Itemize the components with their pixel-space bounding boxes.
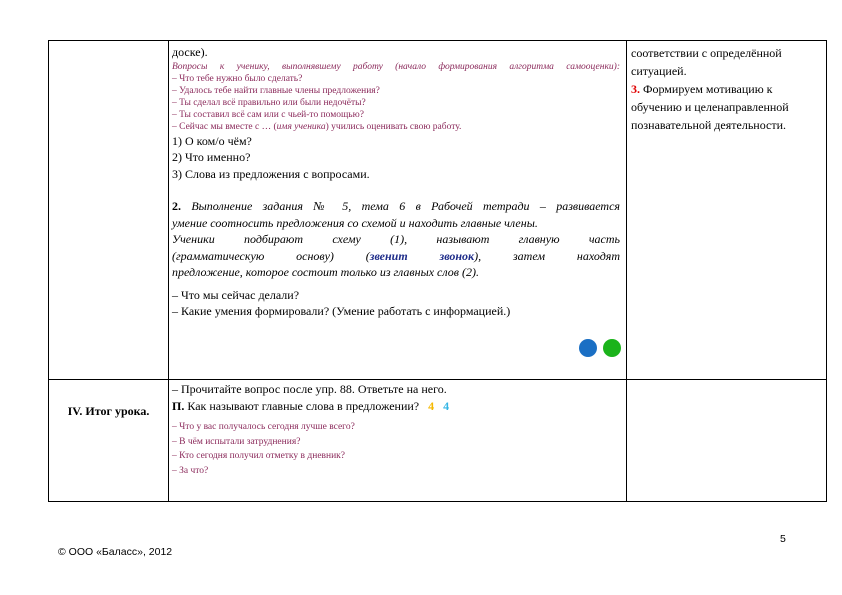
question-item: – Ты составил всё сам или с чьей-то помощью? xyxy=(172,109,364,120)
instruction-line: П. Как называют главные слова в предложении? 4 4 xyxy=(172,398,450,413)
column-divider xyxy=(168,41,169,501)
final-questions xyxy=(172,287,620,320)
copyright-footer: © ООО «Баласс», 2012 xyxy=(58,546,173,558)
page-number: 5 xyxy=(780,533,786,545)
reflection-question: – В чём испытали затруднения? xyxy=(172,436,301,447)
answer-item: 1) О ком/о чём? xyxy=(172,133,252,148)
outcome-line: познавательной деятельности. xyxy=(631,118,787,132)
task-line: умение соотносить предложения со схемой и находить главные члены. xyxy=(172,215,538,230)
task-line: 2. Выполнение задания № 5, тема 6 в Рабочей тетради – развивается xyxy=(172,199,620,213)
answer-item: 2) Что именно? xyxy=(172,150,251,164)
question-item: – Что тебе нужно было сделать? xyxy=(172,73,303,84)
final-question: – Какие умения формировали? (Умение работать с информацией.) xyxy=(172,304,511,318)
instruction-line: – Прочитайте вопрос после упр. 88. Ответьте на него. xyxy=(172,382,447,396)
stage-title: IV. Итог урока. xyxy=(67,403,150,418)
row1-activity-cell xyxy=(172,44,620,320)
outcome-line: соответствии с определённой xyxy=(631,46,782,60)
question-item: – Ты сделал всё правильно или были недочёты? xyxy=(172,97,366,108)
mark-yellow: 4 xyxy=(428,398,435,413)
green-circle-icon xyxy=(603,339,621,357)
questions-intro: Вопросы к ученику, выполнявшему работу (начало формирования алгоритма самооценки): xyxy=(172,61,620,72)
reflection-questions xyxy=(172,420,620,478)
final-question: – Что мы сейчас делали? xyxy=(172,287,300,302)
task-line: Ученики подбирают схему (1), называют главную часть xyxy=(172,232,620,246)
reflection-question: – Кто сегодня получил отметку в дневник? xyxy=(172,451,346,461)
continuation-text: доске). xyxy=(172,45,208,59)
task-line: предложение, которое состоит только из главных слов (2). xyxy=(172,265,479,279)
stage-title-cell xyxy=(49,380,168,442)
answer-item: 3) Слова из предложения с вопросами. xyxy=(172,166,370,181)
column-divider xyxy=(626,41,627,501)
reflection-question: – Что у вас получалось сегодня лучше всего? xyxy=(172,422,355,432)
reflection-question: – За что? xyxy=(172,465,209,476)
blue-circle-icon xyxy=(579,339,597,357)
outcome-line: ситуацией. xyxy=(631,64,687,78)
outcome-line: 3. Формируем мотивацию к xyxy=(631,82,773,96)
task-line: (грамматическую основу) (звенит звонок), затем находят xyxy=(172,248,621,263)
row2-activity-cell xyxy=(172,381,620,478)
mark-blue: 4 xyxy=(443,398,450,413)
lesson-table xyxy=(48,40,827,502)
question-item: – Сейчас мы вместе с … (имя ученика) учились оценивать свою работу. xyxy=(172,121,462,132)
question-item: – Удалось тебе найти главные члены предложения? xyxy=(172,85,380,96)
row1-outcomes-cell xyxy=(631,44,823,134)
outcome-line: обучению и целенаправленной xyxy=(631,100,789,114)
task-block xyxy=(172,198,620,281)
